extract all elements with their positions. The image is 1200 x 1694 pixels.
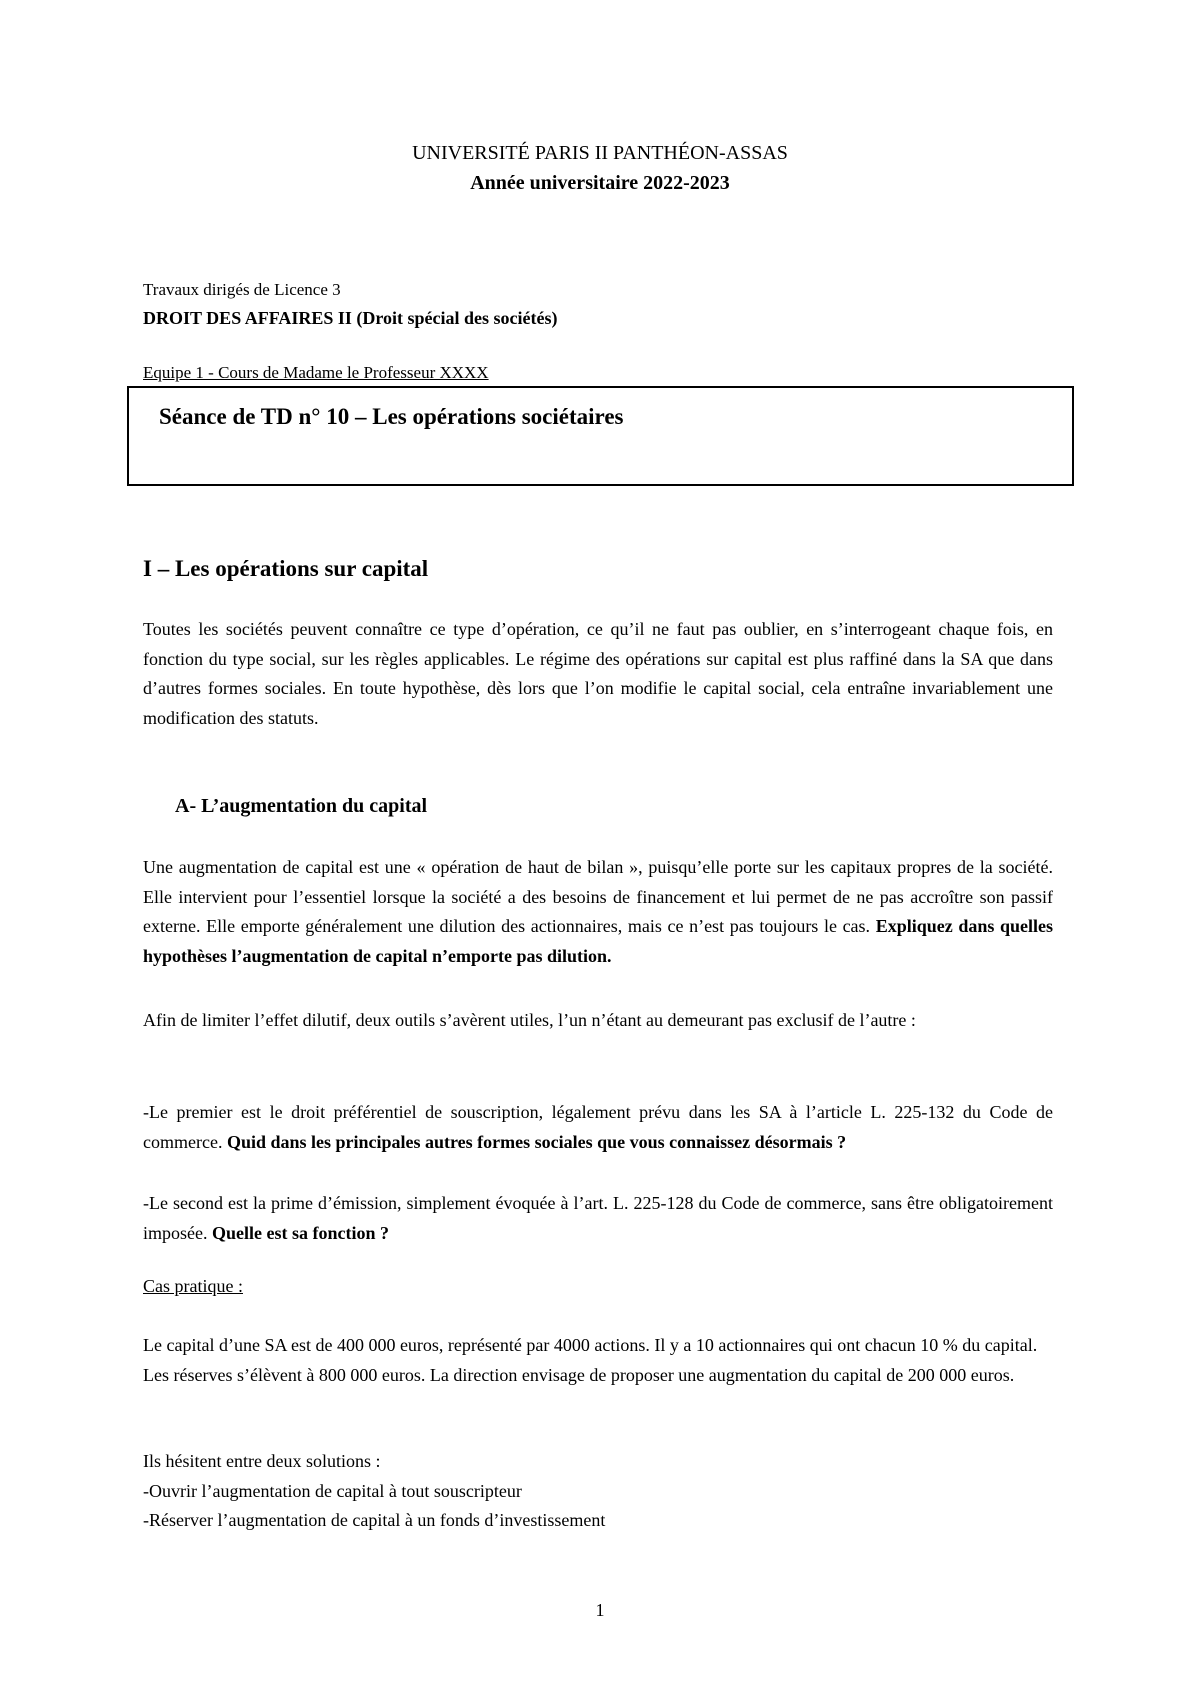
case-study-text: Le capital d’une SA est de 400 000 euros, représenté par 4000 actions. Il y a 10 actionnaires qui ont chacun 10 % du capital. Les réserves s’élèvent à 800 000 euros. La direction envisage de proposer une augmentation du capital de 200 000 euros. xyxy=(143,1335,1038,1385)
tool-1-paragraph xyxy=(143,1098,1053,1157)
subsection-heading: A- L’augmentation du capital xyxy=(175,795,428,817)
question-function: Quelle est sa fonction ? xyxy=(212,1222,389,1243)
page-number: 1 xyxy=(595,1600,605,1620)
tool-1-text: -Le premier est le droit préférentiel de souscription, légalement prévu dans les SA à l’article L. 225-132 du Code de commerce. xyxy=(143,1102,1053,1152)
session-title: Séance de TD n° 10 – Les opérations sociétaires xyxy=(159,404,624,429)
section-intro-paragraph: Toutes les sociétés peuvent connaître ce type d’opération, ce qu’il ne faut pas oublier, en s’interrogeant chaque fois, en fonction du type social, sur les règles applicables. Le régime des opérations sur capital est plus raffiné dans la SA que dans d’autres formes sociales. En toute hypothèse, dès lors que l’on modifie le capital social, cela entraîne invariablement une modification des statuts. xyxy=(143,619,1053,728)
session-title-box xyxy=(127,386,1074,486)
case-study-options xyxy=(143,1447,605,1536)
question-dilution: Expliquez dans quelles hypothèses l’augmentation de capital n’emporte pas dilution. xyxy=(143,916,1054,966)
hesitation-line: Ils hésitent entre deux solutions : xyxy=(143,1451,381,1471)
university-name: UNIVERSITÉ PARIS II PANTHÉON-ASSAS xyxy=(412,142,788,164)
capital-increase-paragraph xyxy=(143,853,1053,971)
tool-2-paragraph xyxy=(143,1189,1053,1248)
team-line: Equipe 1 - Cours de Madame le Professeur XXXX xyxy=(143,363,489,382)
academic-year: Année universitaire 2022-2023 xyxy=(470,172,730,194)
list-item: -Ouvrir l’augmentation de capital à tout souscripteur xyxy=(143,1480,522,1501)
section-heading: I – Les opérations sur capital xyxy=(143,556,429,581)
paragraph-text: Une augmentation de capital est une « opération de haut de bilan », puisqu’elle porte sur les capitaux propres de la société. Elle intervient pour l’essentiel lorsque la société a des besoins de financement et lui permet de ne pas accroître son passif externe. Elle emporte généralement une dilution des actionnaires, mais ce n’est pas toujours le cas. xyxy=(143,857,1053,936)
tool-2-text: -Le second est la prime d’émission, simplement évoquée à l’art. L. 225-128 du Code de commerce, sans être obligatoirement imposée. xyxy=(143,1193,1053,1243)
course-title: DROIT DES AFFAIRES II (Droit spécial des sociétés) xyxy=(143,308,558,328)
question-other-forms: Quid dans les principales autres formes sociales que vous connaissez désormais ? xyxy=(226,1131,847,1152)
dilutive-effect-paragraph: Afin de limiter l’effet dilutif, deux outils s’avèrent utiles, l’un n’étant au demeurant pas exclusif de l’autre : xyxy=(143,1010,916,1030)
case-study-label: Cas pratique : xyxy=(143,1276,243,1296)
td-level: Travaux dirigés de Licence 3 xyxy=(143,280,341,299)
list-item: -Réserver l’augmentation de capital à un fonds d’investissement xyxy=(143,1510,606,1530)
